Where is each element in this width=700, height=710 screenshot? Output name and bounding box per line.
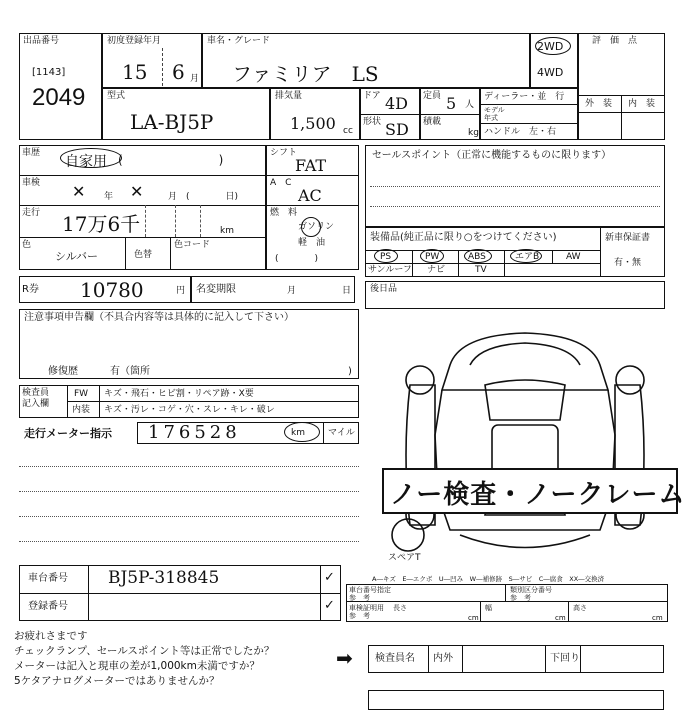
repair-close: ) <box>348 366 352 377</box>
cap-label: 定員 <box>423 91 442 101</box>
handle-label: ハンドル 左・右 <box>484 127 557 137</box>
footer-q2: メーターは記入と現車の差が1,000km未満ですか？ <box>14 660 260 672</box>
load-label: 積載 <box>423 117 442 127</box>
recert-label-4: 参 考 <box>349 612 370 620</box>
recert-length: 長さ <box>393 604 407 612</box>
history-paren: ( ) <box>118 153 224 167</box>
footer-greeting: お疲れさまです <box>14 630 88 642</box>
drive-2wd-circle <box>535 37 571 55</box>
model-label: 型式 <box>107 91 126 101</box>
back-label: 下回り <box>550 653 580 664</box>
drive-4wd: 4WD <box>537 66 564 79</box>
damage-legend: A―キズ E―エクボ U―凹み W―補修跡 S―サビ C―腐食 XX―交換済 <box>372 575 605 583</box>
footer-q1: チェックランプ、セールスポイント等は正常でしたか？ <box>14 645 275 657</box>
inspection-year-suffix: 年 <box>104 192 114 202</box>
recycle-yen: 円 <box>176 286 186 296</box>
repair-value: 有（箇所 <box>110 366 150 377</box>
recycle-label: R券 <box>22 284 39 295</box>
sales-point-label: セールスポイント（正常に機能するものに限ります） <box>372 150 612 161</box>
inspection-month-mark: ✕ <box>130 182 144 201</box>
mileage-value: 17万6千 <box>62 212 141 236</box>
reg-year: 15 <box>122 60 148 84</box>
equip-sunroof: サンルーフ <box>368 265 412 275</box>
equip-abs-circle <box>464 249 492 263</box>
name-change-month: 月 <box>287 286 297 296</box>
shape-value: SD <box>385 120 409 139</box>
after-goods-label: 後日品 <box>370 284 398 294</box>
inspection-day: ( 日) <box>186 192 239 202</box>
car-name: ファミリア LS <box>232 62 379 86</box>
fuel-gas-circle <box>301 217 321 237</box>
fuel-gas: ガソリン <box>298 222 335 232</box>
equip-pw: PW <box>425 252 440 262</box>
warranty-value: 有・無 <box>614 258 642 268</box>
disp-unit: cc <box>343 126 353 136</box>
reg-number-label: 登録番号 <box>28 601 68 612</box>
inspector-label: 検査員名 <box>375 653 415 664</box>
after-goods-box <box>365 281 665 309</box>
color-change-label: 色替 <box>134 250 153 260</box>
arrow-icon: ➡ <box>336 646 353 670</box>
equip-pw-circle <box>420 249 444 263</box>
equip-ps: PS <box>380 252 392 262</box>
shift-value: FAT <box>295 156 327 175</box>
equip-ps-circle <box>374 249 398 263</box>
recert-height-cm: cm <box>652 614 663 622</box>
model-year-label: モデル 年式 <box>484 106 505 122</box>
equip-aw: AW <box>566 252 581 262</box>
recert-label-1: 車台番号指定 <box>349 586 391 594</box>
load-unit: kg <box>468 128 479 138</box>
checker-fw: FW <box>74 389 89 399</box>
equip-airbag-circle <box>510 249 542 263</box>
category-ref: 参 考 <box>510 594 531 602</box>
name-change-day: 日 <box>342 286 352 296</box>
recert-width: 幅 <box>485 604 492 612</box>
model-value: LA-BJ5P <box>130 110 214 134</box>
checker-fw-items: キズ・飛石・ヒビ割・リペア跡・X要 <box>104 389 254 399</box>
reg-label: 初度登録年月 <box>107 36 162 46</box>
equip-navi: ナビ <box>427 265 446 275</box>
stamp-text: ノー検査・ノークレーム <box>390 480 686 510</box>
recert-label-3: 車検証明用 <box>349 604 384 612</box>
chassis-check-icon: ✓ <box>324 570 335 585</box>
color-value: シルバー <box>55 250 98 263</box>
spare-label: スペアT <box>388 553 421 563</box>
fuel-label: 燃 料 <box>270 208 298 218</box>
recert-label-2: 参 考 <box>349 594 370 602</box>
ac-value: AC <box>298 186 322 205</box>
reg-month-suffix: 月 <box>190 74 200 84</box>
recert-length-cm: cm <box>468 614 479 622</box>
inspection-label: 車検 <box>22 178 41 188</box>
repair-label: 修復歴 <box>48 366 78 377</box>
drive-2wd: 2WD <box>537 40 564 53</box>
car-diagram <box>380 325 670 570</box>
door-label: ドア <box>363 91 381 101</box>
recert-height: 高さ <box>573 604 587 612</box>
checker-label: 検査員 記入欄 <box>22 388 50 409</box>
reg-check-icon: ✓ <box>324 598 335 613</box>
chassis-label: 車台番号 <box>28 573 68 584</box>
disp-label: 排気量 <box>275 91 303 101</box>
equip-abs: ABS <box>468 252 486 262</box>
fuel-paren: ( ) <box>275 254 319 264</box>
recert-width-cm: cm <box>555 614 566 622</box>
warranty-label: 新車保証書 <box>605 233 651 243</box>
ac-label: A C <box>270 178 292 188</box>
shape-label: 形状 <box>363 117 382 127</box>
cap-value: 5 <box>446 94 457 113</box>
recycle-value: 10780 <box>80 278 144 302</box>
dealer-label: ディーラー・並 行 <box>484 92 565 102</box>
inspection-year-mark: ✕ <box>72 182 86 201</box>
interior-label: 内 装 <box>628 99 656 109</box>
exterior-label: 外 装 <box>585 99 613 109</box>
chassis-value: BJ5P-318845 <box>108 568 220 588</box>
meter-km-circle <box>284 422 320 442</box>
color-label: 色 <box>22 240 32 250</box>
checker-inner: 内装 <box>72 405 91 415</box>
footer-q3: 5ケタアナログメーターではありませんか？ <box>14 675 220 687</box>
history-value-circle <box>60 148 122 168</box>
fuel-diesel: 軽 油 <box>298 238 326 248</box>
lot-ref: [1143] <box>32 67 66 78</box>
mileage-unit: km <box>220 226 234 236</box>
meter-km: km <box>291 428 305 438</box>
checker-inner-items: キズ・汚レ・コゲ・穴・スレ・キレ・破レ <box>104 405 275 415</box>
door-value: 4D <box>385 94 409 113</box>
lot-label: 出品番号 <box>23 36 60 46</box>
bottom-box <box>368 690 664 710</box>
inside-label: 内外 <box>433 653 453 664</box>
notes-label: 注意事項申告欄（不具合内容等は具体的に記入して下さい） <box>24 312 294 323</box>
lot-number: 2049 <box>32 84 86 111</box>
color-code-label: 色コード <box>174 240 211 250</box>
meter-mile: マイル <box>328 428 355 438</box>
shift-label: シフト <box>270 148 298 158</box>
equipment-label: 装備品(純正品に限り○をつけてください) <box>370 232 557 243</box>
disp-value: 1,500 <box>290 114 336 133</box>
reg-month: 6 <box>172 60 185 84</box>
category-label: 類別区分番号 <box>510 586 552 594</box>
meter-label: 走行メーター指示 <box>24 427 112 440</box>
history-value: 自家用 <box>65 154 107 170</box>
meter-value: 176528 <box>148 422 241 443</box>
name-label: 車名・グレード <box>207 36 271 46</box>
equip-airbag: エアB <box>515 252 540 262</box>
equip-tv: TV <box>475 265 487 275</box>
history-label: 車歴 <box>22 148 41 158</box>
inspection-month-suffix: 月 <box>168 192 178 202</box>
eval-label: 評 価 点 <box>592 36 638 46</box>
name-change-label: 名変期限 <box>196 284 236 295</box>
mileage-label: 走行 <box>22 208 41 218</box>
cap-unit: 人 <box>465 100 475 110</box>
